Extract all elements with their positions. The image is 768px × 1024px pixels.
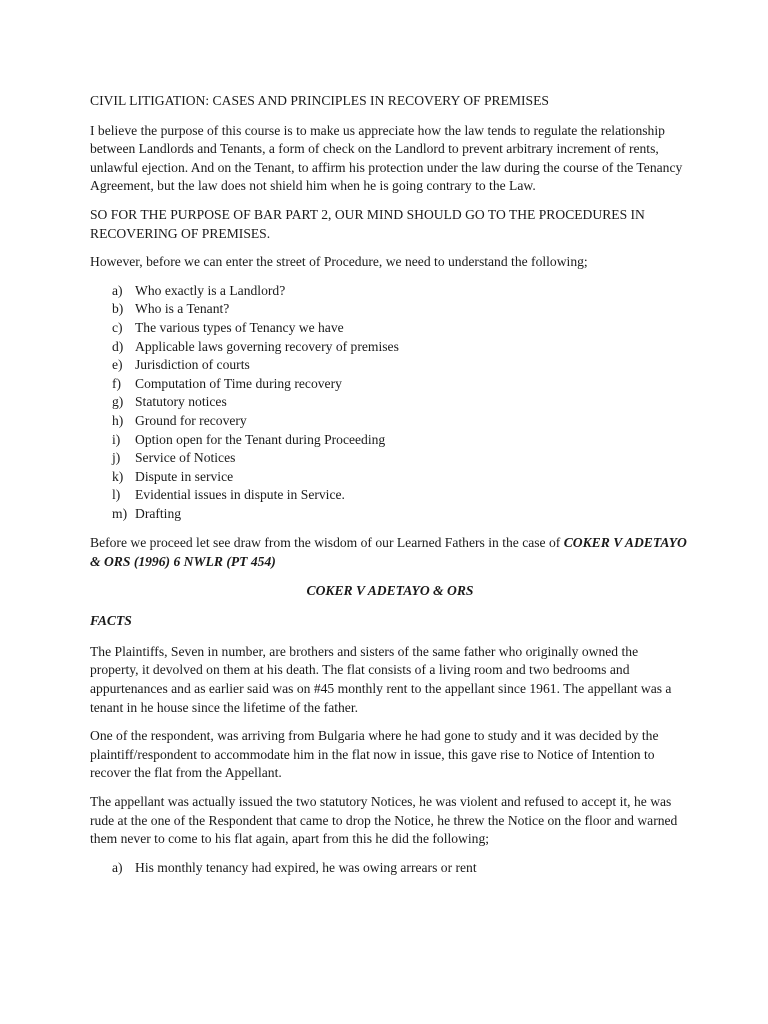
list-item-text: Evidential issues in dispute in Service. <box>135 487 345 503</box>
list-item <box>90 431 690 450</box>
list-marker: l) <box>112 487 121 503</box>
list-marker: g) <box>112 394 124 410</box>
list-item <box>90 319 690 338</box>
bar-statement-paragraph: SO FOR THE PURPOSE OF BAR PART 2, OUR MIND SHOULD GO TO THE PROCEDURES IN RECOVERING OF PREMISES. <box>90 206 645 241</box>
list-item-text: Service of Notices <box>135 450 236 466</box>
facts-paragraph-2: One of the respondent, was arriving from Bulgaria where he had gone to study and it was decided by the plaintiff/respondent to accommodate him in the flat now in issue, this gave rise to Notice of Intention to recover the flat from the Appellant. <box>90 728 659 781</box>
list-item <box>90 505 690 524</box>
case-title: COKER V ADETAYO & ORS <box>306 582 474 598</box>
list-item <box>90 282 690 301</box>
facts-heading: FACTS <box>90 613 132 629</box>
list-item <box>90 859 690 878</box>
list-marker: m) <box>112 505 128 521</box>
list-item <box>90 356 690 375</box>
conduct-list <box>90 859 690 878</box>
list-item-text: The various types of Tenancy we have <box>135 319 344 335</box>
list-item-text: Ground for recovery <box>135 412 247 428</box>
list-item-text: Who is a Tenant? <box>135 301 230 317</box>
list-item-text: Computation of Time during recovery <box>135 375 342 391</box>
list-item-text: Jurisdiction of courts <box>135 357 250 373</box>
list-item <box>90 468 690 487</box>
list-item <box>90 486 690 505</box>
list-item-text: Option open for the Tenant during Proceeding <box>135 431 386 447</box>
list-marker: e) <box>112 357 123 373</box>
proceed-text: Before we proceed let see draw from the wisdom of our Learned Fathers in the case of <box>90 535 564 551</box>
list-marker: b) <box>112 301 124 317</box>
list-item <box>90 449 690 468</box>
list-marker: a) <box>112 282 123 298</box>
topics-list <box>90 282 690 524</box>
list-item-text: Who exactly is a Landlord? <box>135 282 286 298</box>
list-item <box>90 375 690 394</box>
list-item-text: Dispute in service <box>135 468 234 484</box>
facts-paragraph-1: The Plaintiffs, Seven in number, are brothers and sisters of the same father who originally owned the property, it devolved on them at his death. The flat consists of a living room and two bedrooms and appurtenances and as earlier said was on #45 monthly rent to the appellant since 1961. The appellant was a tenant in he house since the lifetime of the father. <box>90 643 672 715</box>
document-page <box>90 92 690 888</box>
list-item <box>90 393 690 412</box>
list-item-text: Statutory notices <box>135 394 227 410</box>
list-item-text: Drafting <box>135 505 182 521</box>
proceed-paragraph <box>90 534 690 571</box>
list-marker: c) <box>112 319 123 335</box>
proceed-citation: COKER V ADETAYO & ORS (1996) 6 NWLR (PT 454) <box>90 535 687 570</box>
list-marker: k) <box>112 468 124 484</box>
however-paragraph: However, before we can enter the street of Procedure, we need to understand the following; <box>90 254 588 270</box>
list-item <box>90 412 690 431</box>
list-item-text: Applicable laws governing recovery of premises <box>135 338 399 354</box>
list-item-text: His monthly tenancy had expired, he was owing arrears or rent <box>135 859 477 875</box>
list-marker: f) <box>112 375 122 391</box>
list-marker: j) <box>112 450 121 466</box>
list-marker: a) <box>112 859 123 875</box>
list-item <box>90 338 690 357</box>
document-title: CIVIL LITIGATION: CASES AND PRINCIPLES IN RECOVERY OF PREMISES <box>90 93 549 108</box>
intro-paragraph: I believe the purpose of this course is to make us appreciate how the law tends to regulate the relationship between Landlords and Tenants, a form of check on the Landlord to prevent arbitrary increment of rents, unlawful ejection. And on the Tenant, to affirm his protection under the law during the course of the Tenancy Agreement, but the law does not shield him when he is going contrary to the Law. <box>90 122 683 194</box>
list-marker: i) <box>112 431 121 447</box>
list-marker: d) <box>112 338 124 354</box>
facts-paragraph-3: The appellant was actually issued the two statutory Notices, he was violent and refused to accept it, he was rude at the one of the Respondent that came to drop the Notice, he threw the Notice on the floor and warned them never to come to his flat again, apart from this he did the following; <box>90 794 678 847</box>
list-item <box>90 300 690 319</box>
list-marker: h) <box>112 412 124 428</box>
